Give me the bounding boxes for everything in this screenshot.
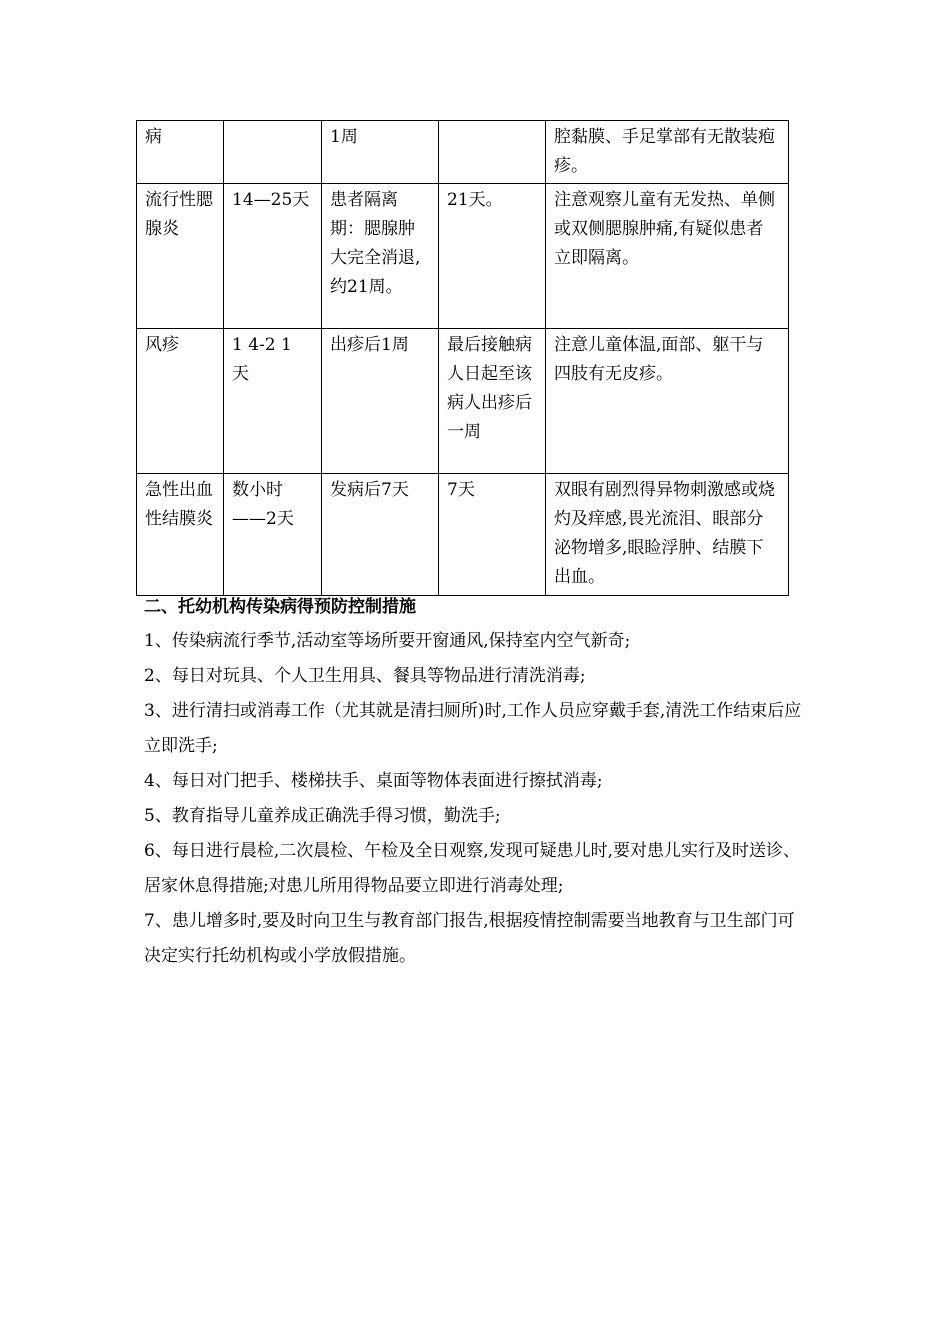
disease-table <box>136 120 789 596</box>
list-item: 3、进行清扫或消毒工作（尤其就是清扫厕所)时,工作人员应穿戴手套,清洗工作结束后应立即洗手; <box>144 701 802 756</box>
list-item: 5、教育指导儿童养成正确洗手得习惯，勤洗手; <box>144 806 501 826</box>
table-row <box>137 329 789 474</box>
observation-period-cell <box>439 121 546 184</box>
isolation-cell: 患者隔离期：腮腺肿大完全消退,约21周。 <box>322 184 439 329</box>
list-item: 4、每日对门把手、楼梯扶手、桌面等物体表面进行擦拭消毒; <box>144 771 603 791</box>
table-row <box>137 474 789 596</box>
incubation-cell: 14—25天 <box>224 184 322 329</box>
isolation-cell: 1周 <box>322 121 439 184</box>
measures-list <box>144 624 808 974</box>
table-row <box>137 184 789 329</box>
observation-period-cell: 7天 <box>439 474 546 596</box>
notes-cell: 腔黏膜、手足掌部有无散装疱疹。 <box>546 121 789 184</box>
notes-cell: 注意儿童体温,面部、躯干与四肢有无皮疹。 <box>546 329 789 474</box>
incubation-cell: 1 4-2 1 天 <box>224 329 322 474</box>
disease-name-cell: 急性出血性结膜炎 <box>137 474 224 596</box>
list-item: 6、每日进行晨检,二次晨检、午检及全日观察,发现可疑患儿时,要对患儿实行及时送诊、居家休息得措施;对患儿所用得物品要立即进行消毒处理; <box>144 841 801 896</box>
disease-name-cell: 流行性腮腺炎 <box>137 184 224 329</box>
incubation-cell <box>224 121 322 184</box>
observation-period-cell: 最后接触病人日起至该病人出疹后一周 <box>439 329 546 474</box>
observation-period-cell: 21天。 <box>439 184 546 329</box>
isolation-cell: 出疹后1周 <box>322 329 439 474</box>
isolation-cell: 发病后7天 <box>322 474 439 596</box>
list-item: 1、传染病流行季节,活动室等场所要开窗通风,保持室内空气新奇; <box>144 631 631 651</box>
disease-name-cell: 病 <box>137 121 224 184</box>
list-item: 7、患儿增多时,要及时向卫生与教育部门报告,根据疫情控制需要当地教育与卫生部门可决定实行托幼机构或小学放假措施。 <box>144 911 795 966</box>
section-heading: 二、托幼机构传染病得预防控制措施 <box>144 597 416 617</box>
table-row <box>137 121 789 184</box>
notes-cell: 双眼有剧烈得异物刺激感或烧灼及痒感,畏光流泪、眼部分泌物增多,眼睑浮肿、结膜下出血。 <box>546 474 789 596</box>
disease-name-cell: 风疹 <box>137 329 224 474</box>
list-item: 2、每日对玩具、个人卫生用具、餐具等物品进行清洗消毒; <box>144 666 586 686</box>
notes-cell: 注意观察儿童有无发热、单侧或双侧腮腺肿痛,有疑似患者立即隔离。 <box>546 184 789 329</box>
incubation-cell: 数小时——2天 <box>224 474 322 596</box>
